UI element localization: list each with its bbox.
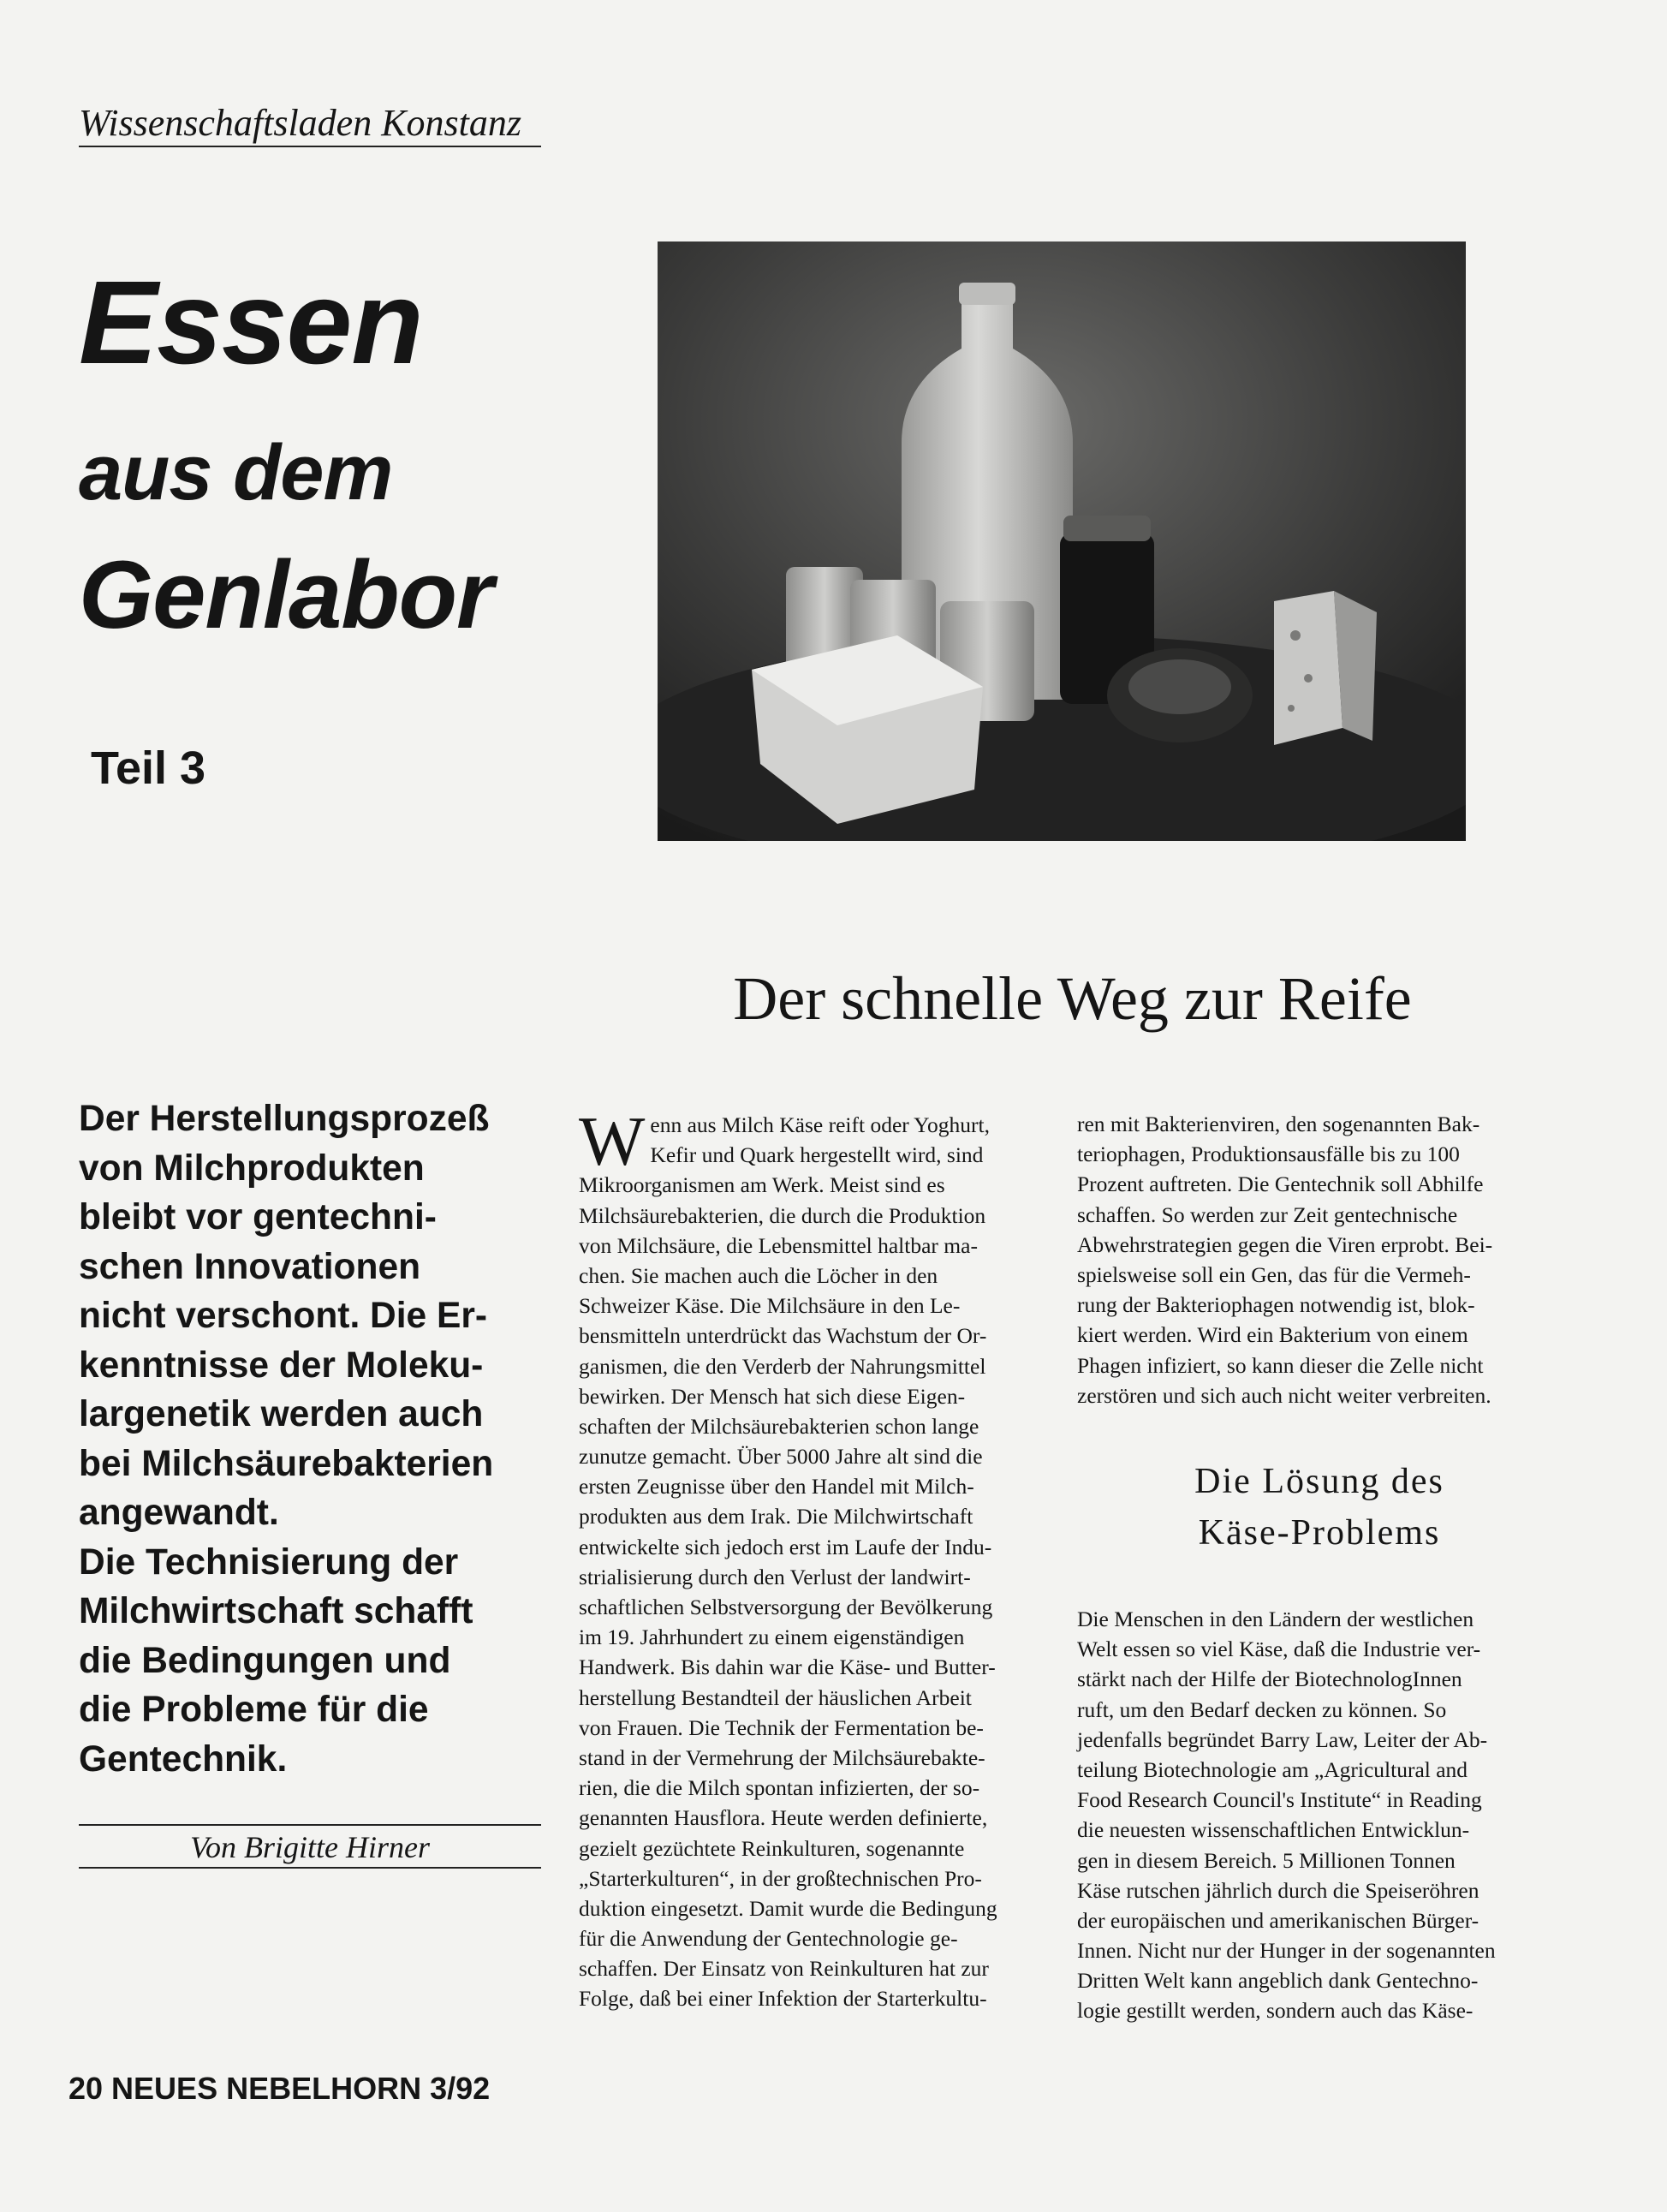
article-column-1: [579, 1102, 1048, 2014]
text-line: Käse rutschen jährlich durch die Speiseröhren: [1077, 1877, 1479, 1903]
intro-line: angewandt.: [79, 1493, 279, 1533]
text-line: bewirken. Der Mensch hat sich diese Eigen-: [579, 1383, 966, 1409]
text-line: Mikroorganismen am Werk. Meist sind es: [579, 1172, 945, 1198]
article-column-2: [1077, 1109, 1562, 1410]
text-line: von Milchsäure, die Lebensmittel haltbar ma-: [579, 1232, 978, 1258]
text-line: schaften der Milchsäurebakterien schon lange: [579, 1413, 979, 1439]
text-line: duktion eingesetzt. Damit wurde die Bedingung: [579, 1895, 997, 1921]
dairy-products-illustration: [658, 241, 1466, 841]
text-line: ganismen, die den Verderb der Nahrungsmittel: [579, 1353, 986, 1379]
text-line: Folge, daß bei einer Infektion der Starterkultu-: [579, 1986, 987, 2012]
text-line: strialisierung durch den Verlust der landwirt-: [579, 1564, 971, 1589]
intro-line: Gentechnik.: [79, 1738, 288, 1780]
article-column-3: [1077, 1604, 1562, 2026]
text-line: teilung Biotechnologie am „Agricultural and: [1077, 1756, 1468, 1782]
text-line: gezielt gezüchtete Reinkulturen, sogenannte: [579, 1835, 965, 1861]
text-line: logie gestillt werden, sondern auch das Käse-: [1077, 1998, 1474, 2024]
text-line: zunutze gemacht. Über 5000 Jahre alt sind die: [579, 1444, 983, 1470]
text-line: schaffen. Der Einsatz von Reinkulturen hat zur: [579, 1956, 989, 1982]
article-headline: Der schnelle Weg zur Reife: [733, 964, 1412, 1033]
text-line: für die Anwendung der Gentechnologie ge-: [579, 1926, 958, 1952]
subheading-line-1: Die Lösung des: [1194, 1462, 1444, 1501]
text-line: gen in diesem Bereich. 5 Millionen Tonnen: [1077, 1847, 1456, 1873]
text-line: von Frauen. Die Technik der Fermentation be-: [579, 1714, 984, 1740]
text-line: produkten aus dem Irak. Die Milchwirtschaft: [579, 1504, 973, 1529]
text-line: zerstören und sich auch nicht weiter verbreiten.: [1077, 1382, 1491, 1408]
text-line: Prozent auftreten. Die Gentechnik soll Abhilfe: [1077, 1172, 1484, 1197]
section-subheading: [1077, 1456, 1562, 1559]
text-line: Milchsäurebakterien, die durch die Produktion: [579, 1202, 986, 1228]
text-line: rung der Bakteriophagen notwendig ist, blok-: [1077, 1292, 1475, 1318]
intro-line: die Bedingungen und: [79, 1640, 451, 1681]
kicker-underline: [79, 146, 541, 147]
intro-line: Milchwirtschaft schafft: [79, 1591, 473, 1631]
intro-line: nicht verschont. Die Er-: [79, 1296, 488, 1336]
text-line: bensmitteln unterdrückt das Wachstum der Or-: [579, 1323, 987, 1349]
text-line: der europäischen und amerikanischen Bürger-: [1077, 1907, 1479, 1933]
text-line: Kefir und Quark hergestellt wird, sind: [650, 1142, 984, 1168]
author-byline: Von Brigitte Hirner: [190, 1830, 430, 1864]
text-line: rien, die die Milch spontan infizierten, der so-: [579, 1775, 980, 1801]
text-line: enn aus Milch Käse reift oder Yoghurt,: [650, 1112, 991, 1137]
text-line: schaffen. So werden zur Zeit gentechnische: [1077, 1201, 1458, 1227]
column-1-lines: [579, 1102, 1048, 2014]
text-line: Welt essen so viel Käse, daß die Industrie ver-: [1077, 1637, 1481, 1662]
text-line: teriophagen, Produktionsausfälle bis zu 100: [1077, 1142, 1460, 1167]
text-line: jedenfalls begründet Barry Law, Leiter der Ab-: [1077, 1726, 1488, 1752]
intro-line: von Milchprodukten: [79, 1148, 425, 1189]
author-rule-top: [79, 1824, 541, 1826]
text-line: genannten Hausflora. Heute werden definierte,: [579, 1805, 988, 1831]
intro-line: Der Herstellungsprozeß: [79, 1099, 490, 1139]
text-line: Innen. Nicht nur der Hunger in der sogenannten: [1077, 1938, 1496, 1964]
text-line: herstellung Bestandteil der häuslichen Arbeit: [579, 1684, 972, 1710]
text-line: Handwerk. Bis dahin war die Käse- und Butter-: [579, 1655, 996, 1680]
text-line: Schweizer Käse. Die Milchsäure in den Le-: [579, 1293, 961, 1319]
text-line: kiert werden. Wird ein Bakterium von einem: [1077, 1322, 1468, 1348]
text-line: Food Research Council's Institute“ in Reading: [1077, 1787, 1482, 1813]
dairy-products-photo: [658, 241, 1466, 841]
title-line-2: aus dem: [79, 429, 393, 516]
text-line: „Starterkulturen“, in der großtechnischen Pro-: [579, 1865, 982, 1891]
text-line: Phagen infiziert, so kann dieser die Zelle nicht: [1077, 1352, 1484, 1378]
author-rule-bottom: [79, 1867, 541, 1869]
text-line: Dritten Welt kann angeblich dank Gentechno-: [1077, 1968, 1479, 1994]
intro-line: bleibt vor gentechni-: [79, 1197, 437, 1237]
title-line-1: Essen: [79, 257, 423, 389]
text-line: schaftlichen Selbstversorgung der Bevölkerung: [579, 1595, 993, 1619]
text-line: stärkt nach der Hilfe der BiotechnologInnen: [1077, 1666, 1462, 1692]
text-line: ersten Zeugnisse über den Handel mit Milch-: [579, 1474, 974, 1500]
title-line-3: Genlabor: [79, 541, 493, 648]
series-part-label: Teil 3: [91, 742, 206, 794]
intro-line: schen Innovationen: [79, 1246, 421, 1287]
text-line: ruft, um den Bedarf decken zu können. So: [1077, 1696, 1447, 1722]
intro-line: bei Milchsäurebakterien: [79, 1443, 494, 1484]
intro-line: largenetik werden auch: [79, 1394, 484, 1434]
text-line: chen. Sie machen auch die Löcher in den: [579, 1262, 938, 1288]
text-line: entwickelte sich jedoch erst im Laufe der Indu-: [579, 1534, 992, 1559]
text-line: die neuesten wissenschaftlichen Entwicklun-: [1077, 1817, 1470, 1843]
subheading-line-2: Käse-Problems: [1198, 1513, 1441, 1553]
text-line: ren mit Bakterienviren, den sogenannten Bak-: [1077, 1112, 1480, 1136]
page-footer: 20 NEUES NEBELHORN 3/92: [68, 2071, 491, 2106]
intro-line: Die Technisierung der: [79, 1541, 459, 1583]
text-line: im 19. Jahrhundert zu einem eigenständigen: [579, 1625, 965, 1650]
kicker-section-label: Wissenschaftsladen Konstanz: [79, 102, 522, 144]
intro-line: kenntnisse der Moleku-: [79, 1344, 484, 1386]
text-line: Die Menschen in den Ländern der westlichen: [1077, 1607, 1474, 1631]
text-line: Abwehrstrategien gegen die Viren erprobt. Bei-: [1077, 1231, 1493, 1257]
text-line: stand in der Vermehrung der Milchsäurebakte-: [579, 1744, 985, 1770]
drop-cap: W: [579, 1102, 646, 1180]
text-line: spielsweise soll ein Gen, das für die Vermeh-: [1077, 1261, 1471, 1287]
intro-teaser: [79, 1094, 541, 1784]
intro-line: die Probleme für die: [79, 1690, 429, 1730]
